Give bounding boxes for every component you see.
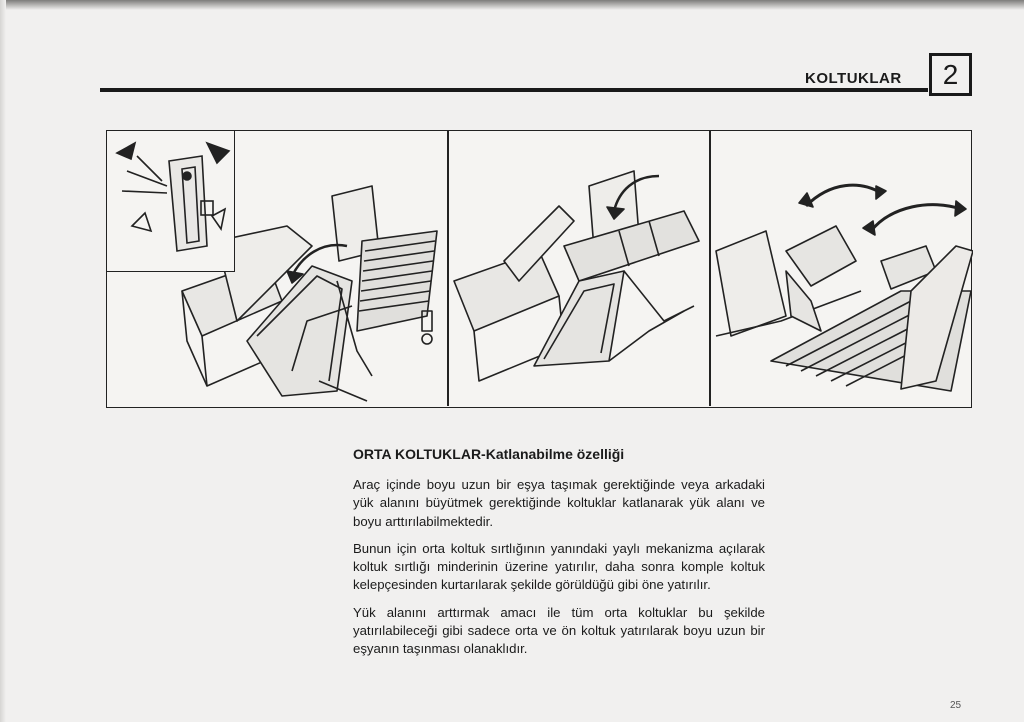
illustration-panel-2 (449, 131, 709, 406)
page-number: 25 (950, 700, 962, 711)
header-rule (100, 88, 928, 92)
page-top-shadow (0, 0, 1024, 10)
section-heading: ORTA KOLTUKLAR-Katlanabilme özelliği (353, 446, 625, 462)
page-left-shadow (0, 0, 6, 722)
seat-fold-step-2-drawing (449, 131, 709, 406)
paragraph-1: Araç içinde boyu uzun bir eşya taşımak gerektiğinde veya arkadaki yük alanını büyütmek gerektiğinde koltuklar katlanarak yük alanı ve boyu arttırılabilmektedir. (353, 477, 765, 529)
latch-detail-drawing (107, 131, 235, 272)
chapter-number-box: 2 (929, 53, 972, 96)
instruction-text (353, 446, 765, 668)
section-title: KOLTUKLAR (805, 70, 902, 87)
seat-folding-illustration (106, 130, 972, 408)
paragraph-2: Bunun için orta koltuk sırtlığının yanındaki yaylı mekanizma açılarak koltuk sırtlığı minderinin üzerine yatırılır, daha sonra komple koltuk kelepçesinden kurtarılarak şekilde görüldüğü gibi öne yatırılır. (353, 540, 765, 593)
seat-fold-step-3-drawing (711, 131, 973, 406)
illustration-panel-3 (711, 131, 973, 406)
paragraph-3: Yük alanını arttırmak amacı ile tüm orta koltuklar bu şekilde yatırılabileceği gibi sadece orta ve ön koltuk yatırılarak boyu uzun bir eşyanın taşınması olanaklıdır. (353, 604, 765, 657)
latch-detail-inset (107, 131, 235, 272)
